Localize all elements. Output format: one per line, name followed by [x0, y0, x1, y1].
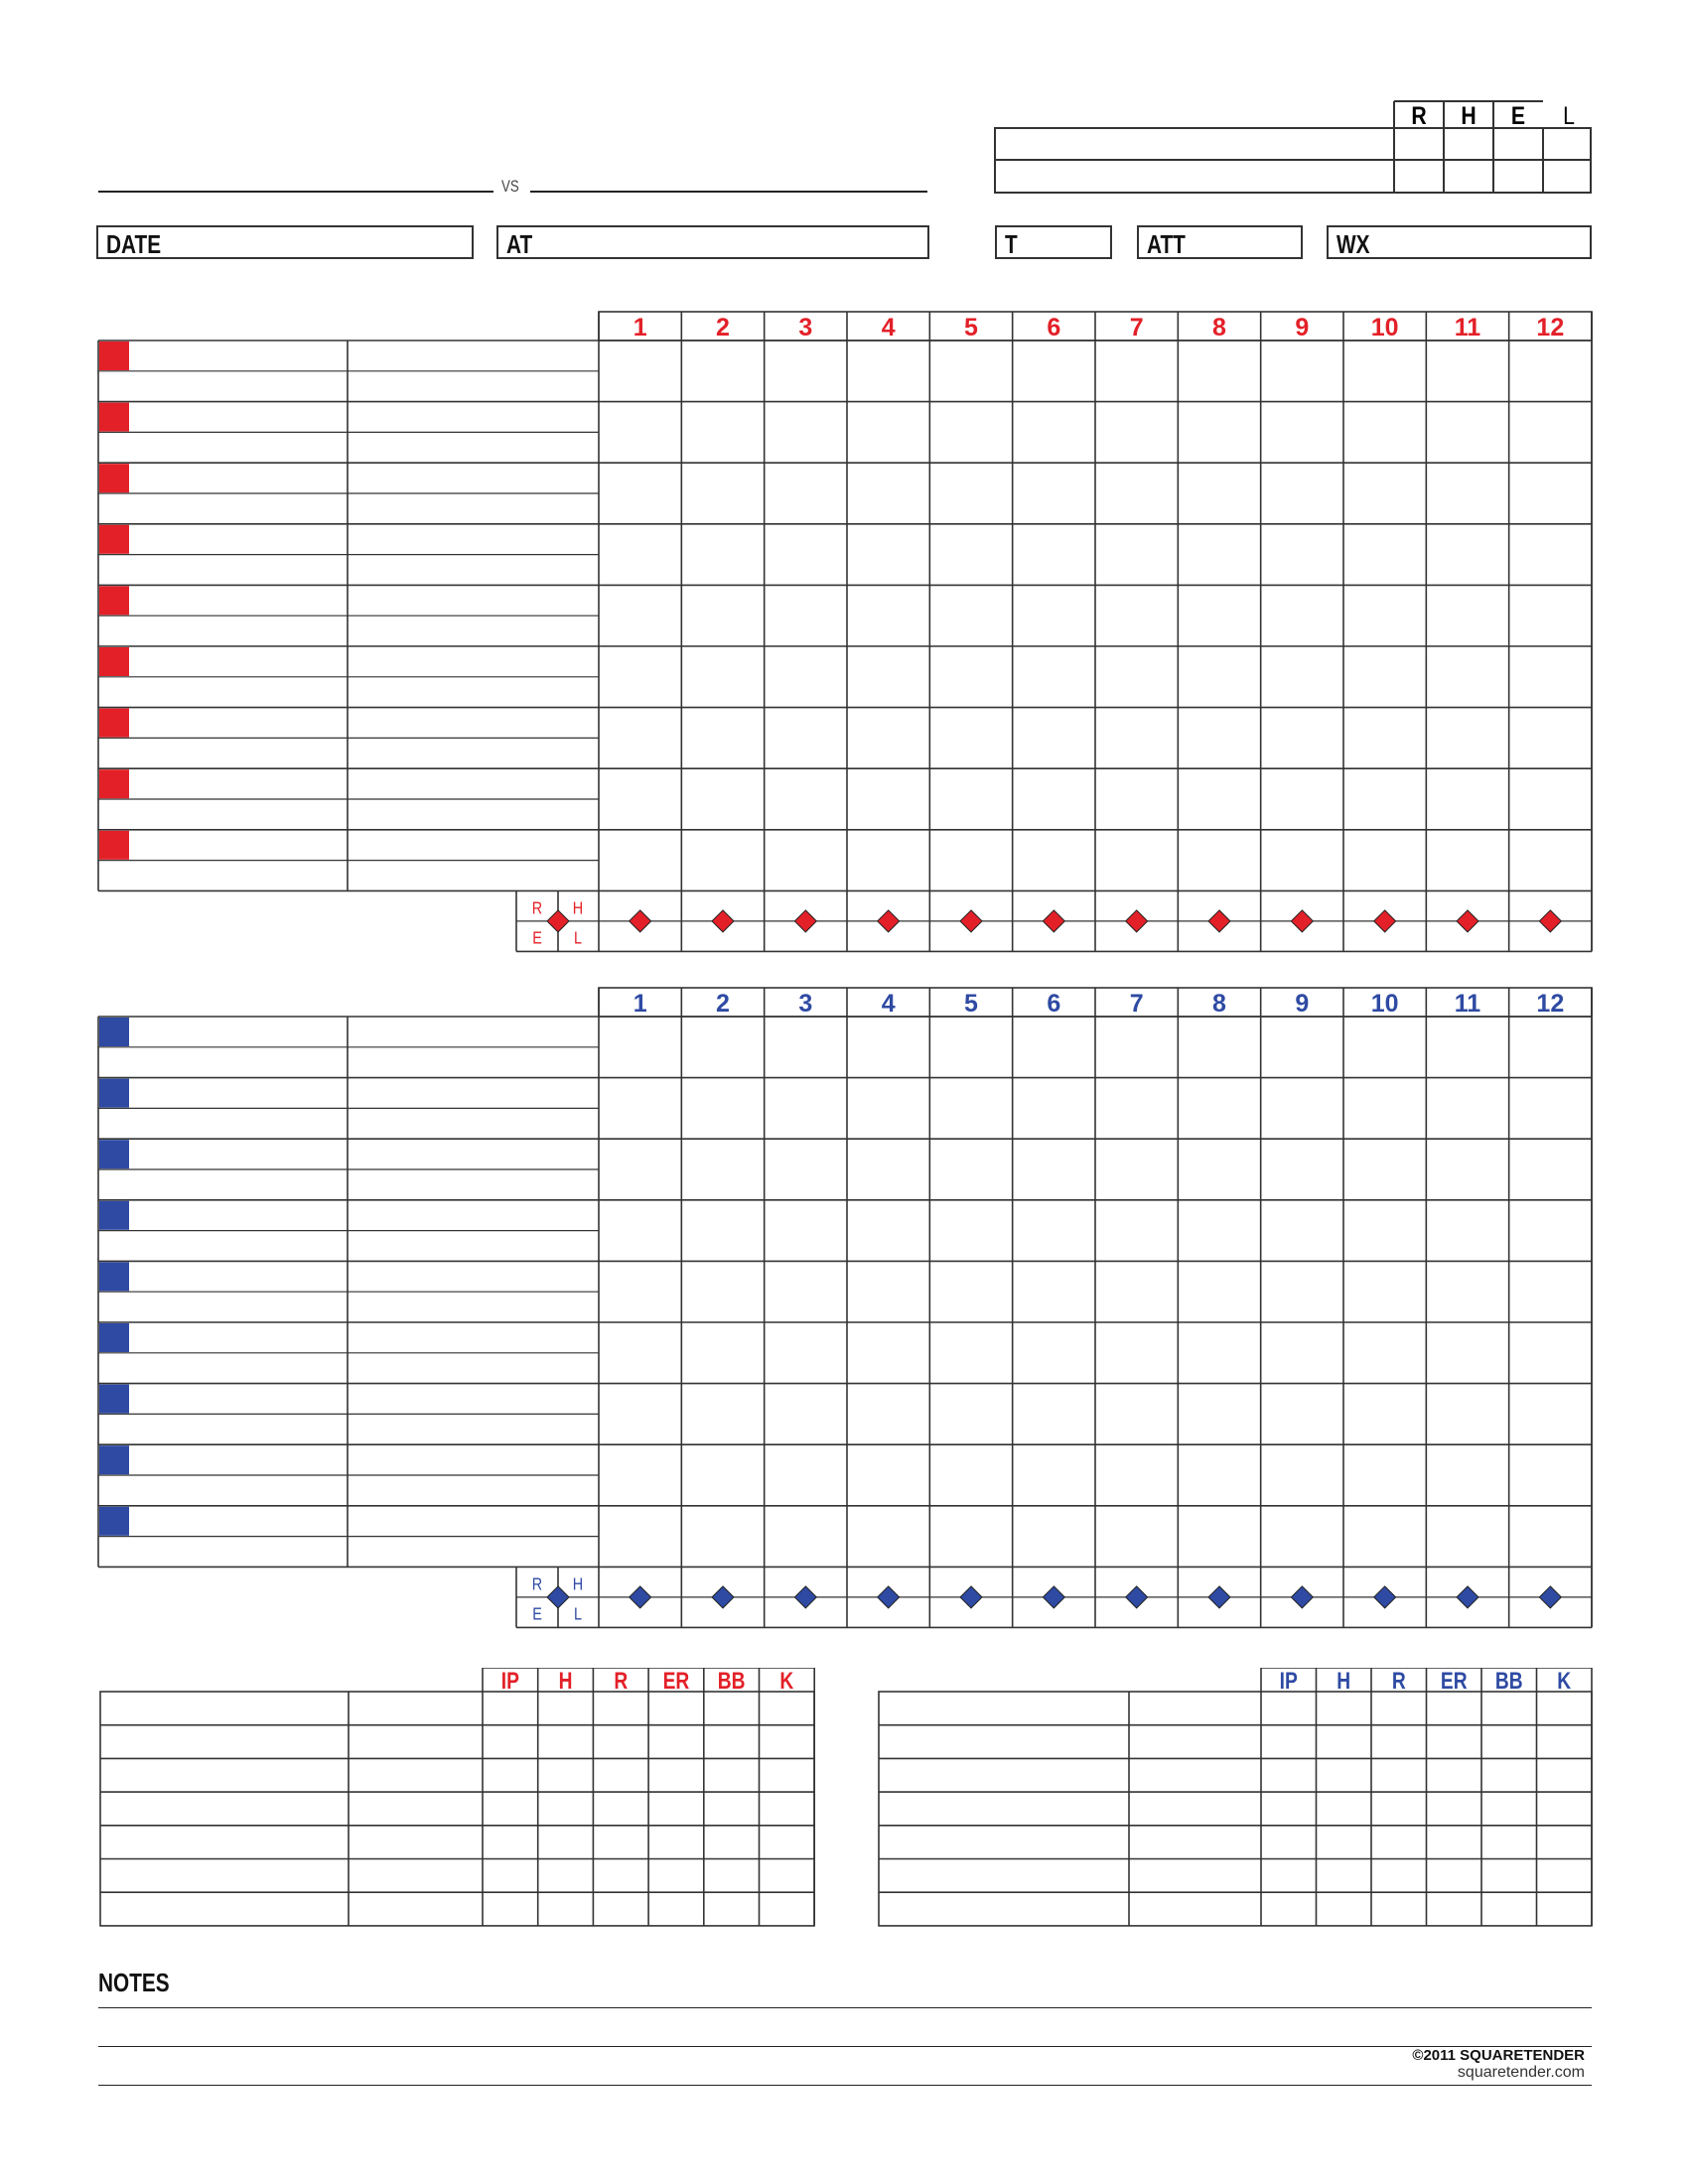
away-batter-marker-5: [99, 586, 129, 614]
away-diamond-12[interactable]: [1539, 910, 1561, 932]
away-diamond-2[interactable]: [712, 910, 734, 932]
line-score-header-r: R: [1411, 101, 1427, 130]
home-summary-label-e: E: [532, 1603, 542, 1624]
home-scorecard: [0, 983, 1688, 1648]
away-inning-5: 5: [964, 314, 978, 341]
home-batter-marker-1: [99, 1018, 129, 1046]
away-summary-label-r: R: [531, 897, 543, 918]
home-batter-marker-3: [99, 1140, 129, 1168]
home-pitching-header-ip: IP: [1279, 1668, 1298, 1695]
home-inning-10: 10: [1370, 990, 1399, 1018]
home-inning-8: 8: [1212, 990, 1226, 1018]
away-pitching-header-k: K: [779, 1668, 794, 1695]
home-diamond-12[interactable]: [1539, 1586, 1561, 1608]
home-inning-1: 1: [633, 990, 647, 1018]
away-diamond-8[interactable]: [1208, 910, 1230, 932]
away-diamond-11[interactable]: [1457, 910, 1478, 932]
home-inning-12: 12: [1536, 990, 1565, 1018]
away-inning-3: 3: [798, 314, 813, 341]
location-field[interactable]: AT: [496, 225, 929, 259]
away-pitching-header-ip: IP: [500, 1668, 519, 1695]
home-pitching-header-r: R: [1391, 1668, 1406, 1695]
line-score-header-h: H: [1461, 101, 1477, 130]
home-diamond-3[interactable]: [794, 1586, 816, 1608]
home-diamond-11[interactable]: [1457, 1586, 1478, 1608]
away-inning-10: 10: [1370, 314, 1399, 341]
home-diamond-1[interactable]: [630, 1586, 651, 1608]
away-batter-marker-2: [99, 403, 129, 432]
website-link[interactable]: squaretender.com: [1457, 2064, 1585, 2081]
time-field[interactable]: T: [995, 225, 1112, 259]
home-diamond-total[interactable]: [547, 1586, 569, 1608]
home-pitching-header-k: K: [1557, 1668, 1572, 1695]
home-summary-label-h: H: [572, 1573, 584, 1594]
away-batter-marker-7: [99, 709, 129, 738]
away-inning-9: 9: [1295, 314, 1310, 341]
home-inning-2: 2: [716, 990, 730, 1018]
home-inning-6: 6: [1047, 990, 1061, 1018]
line-score-table: [983, 97, 1599, 197]
home-batter-marker-8: [99, 1445, 129, 1474]
home-diamond-5[interactable]: [960, 1586, 982, 1608]
notes-line-2[interactable]: [98, 2046, 1592, 2047]
notes-line-3[interactable]: [98, 2085, 1592, 2086]
home-batter-marker-4: [99, 1201, 129, 1230]
away-inning-11: 11: [1454, 314, 1481, 341]
away-batter-marker-3: [99, 464, 129, 492]
home-diamond-8[interactable]: [1208, 1586, 1230, 1608]
home-inning-9: 9: [1295, 990, 1310, 1018]
home-inning-3: 3: [798, 990, 813, 1018]
home-diamond-9[interactable]: [1291, 1586, 1313, 1608]
home-inning-5: 5: [964, 990, 978, 1018]
home-batter-marker-6: [99, 1323, 129, 1352]
away-inning-12: 12: [1536, 314, 1565, 341]
away-inning-6: 6: [1047, 314, 1061, 341]
away-diamond-3[interactable]: [794, 910, 816, 932]
home-diamond-7[interactable]: [1126, 1586, 1148, 1608]
vs-label: VS: [501, 177, 519, 196]
away-batter-marker-4: [99, 525, 129, 554]
home-summary-label-r: R: [531, 1573, 543, 1594]
away-diamond-total[interactable]: [547, 910, 569, 932]
away-diamond-6[interactable]: [1043, 910, 1064, 932]
home-summary-label-l: L: [573, 1603, 583, 1624]
away-batter-marker-6: [99, 647, 129, 676]
home-diamond-6[interactable]: [1043, 1586, 1064, 1608]
away-team-line[interactable]: [98, 191, 493, 193]
home-pitching-header-h: H: [1336, 1668, 1351, 1695]
home-batter-marker-5: [99, 1262, 129, 1291]
away-summary-label-h: H: [572, 897, 584, 918]
away-scorecard: [0, 298, 1688, 963]
away-diamond-4[interactable]: [878, 910, 900, 932]
away-diamond-9[interactable]: [1291, 910, 1313, 932]
home-batter-marker-9: [99, 1507, 129, 1536]
home-diamond-2[interactable]: [712, 1586, 734, 1608]
weather-field[interactable]: WX: [1327, 225, 1592, 259]
away-batter-marker-1: [99, 341, 129, 370]
line-score-header-l: L: [1563, 101, 1575, 130]
away-pitching-header-bb: BB: [717, 1668, 746, 1695]
away-inning-4: 4: [881, 314, 896, 341]
away-pitching-header-h: H: [558, 1668, 573, 1695]
home-pitching-header-bb: BB: [1494, 1668, 1523, 1695]
attendance-field[interactable]: ATT: [1137, 225, 1303, 259]
home-batter-marker-2: [99, 1079, 129, 1108]
away-inning-8: 8: [1212, 314, 1226, 341]
away-diamond-5[interactable]: [960, 910, 982, 932]
away-pitching-header-er: ER: [662, 1668, 690, 1695]
away-inning-1: 1: [633, 314, 647, 341]
away-batter-marker-8: [99, 769, 129, 798]
copyright-text: ©2011 SQUARETENDER: [1412, 2047, 1585, 2064]
home-pitching-header-er: ER: [1440, 1668, 1468, 1695]
notes-line-1[interactable]: [98, 2007, 1592, 2008]
home-diamond-4[interactable]: [878, 1586, 900, 1608]
away-summary-label-l: L: [573, 927, 583, 948]
home-batter-marker-7: [99, 1385, 129, 1414]
away-diamond-7[interactable]: [1126, 910, 1148, 932]
line-score-header-e: E: [1510, 101, 1526, 130]
home-inning-11: 11: [1454, 990, 1481, 1018]
home-diamond-10[interactable]: [1374, 1586, 1396, 1608]
away-diamond-10[interactable]: [1374, 910, 1396, 932]
away-pitching-header-r: R: [614, 1668, 629, 1695]
away-inning-2: 2: [716, 314, 730, 341]
home-inning-7: 7: [1129, 990, 1144, 1018]
notes-label: NOTES: [98, 1968, 170, 1997]
home-team-line[interactable]: [530, 191, 927, 193]
away-diamond-1[interactable]: [630, 910, 651, 932]
pitching-tables: [0, 1668, 1688, 1946]
date-field[interactable]: DATE: [96, 225, 474, 259]
away-batter-marker-9: [99, 831, 129, 860]
away-inning-7: 7: [1129, 314, 1144, 341]
home-inning-4: 4: [881, 990, 896, 1018]
away-summary-label-e: E: [532, 927, 542, 948]
